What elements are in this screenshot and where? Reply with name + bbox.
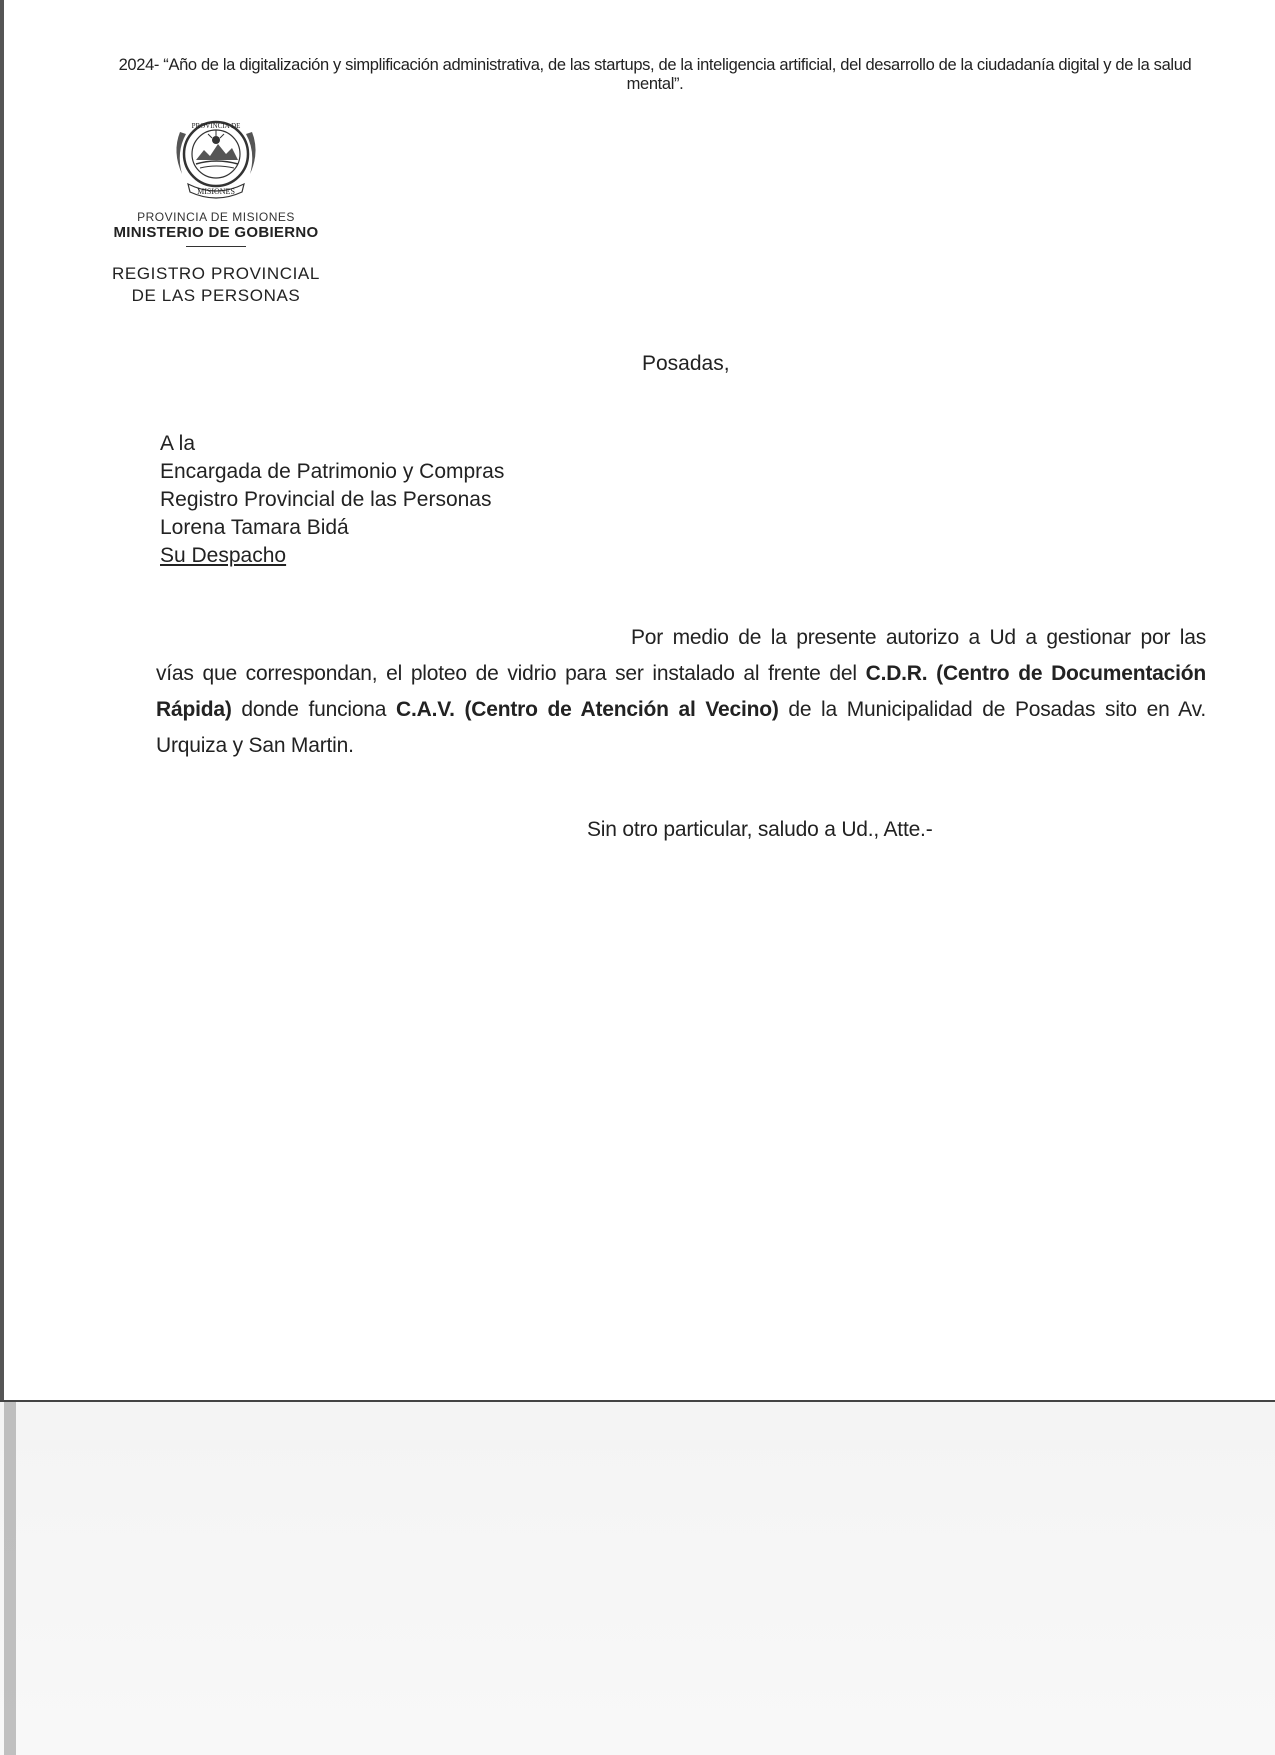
registry-line-2: DE LAS PERSONAS: [131, 286, 301, 305]
letterhead: [96, 112, 336, 307]
lower-sheet: [0, 1402, 1275, 1755]
header-motto: 2024- “Año de la digitalización y simplificación administrativa, de las startups, de la inteligencia artificial, del desarrollo de la ciudadanía digital y de la salud mental”.: [118, 56, 1192, 93]
letterhead-divider: [186, 246, 246, 247]
crest-top-text: PROVINCIA DE: [191, 122, 241, 130]
page-fold-line: [0, 1400, 1275, 1402]
recipient-line-3: Registro Provincial de las Personas: [160, 488, 492, 511]
body-text-3: de la Municipalidad de Posadas sito en Av. Urquiza y San Martin.: [156, 698, 1206, 757]
recipient-line-2: Encargada de Patrimonio y Compras: [160, 460, 505, 483]
place-date: Posadas,: [642, 352, 730, 375]
lower-sheet-edge: [4, 1402, 16, 1755]
body-bold-cdr: C.D.R. (Centro de Documentación Rápida): [156, 662, 1206, 721]
letterhead-province: PROVINCIA DE MISIONES: [137, 210, 295, 224]
crest-bottom-text: MISIONES: [197, 187, 235, 196]
letterhead-registry: [96, 263, 336, 307]
closing-line: Sin otro particular, saludo a Ud., Atte.-: [587, 818, 933, 841]
body-text-2: donde funciona: [231, 698, 397, 721]
body-text-1: Por medio de la presente autorizo a Ud a gestionar por las vías que correspondan, el ploteo de vidrio para ser instalado al frente del: [156, 626, 1206, 685]
recipient-block: [160, 430, 504, 570]
letterhead-ministry: MINISTERIO DE GOBIERNO: [113, 224, 319, 241]
registry-line-1: REGISTRO PROVINCIAL: [112, 264, 320, 283]
body-paragraph: [156, 620, 1206, 764]
recipient-line-1: A la: [160, 432, 196, 455]
body-bold-cav: C.A.V. (Centro de Atención al Vecino): [396, 698, 779, 721]
recipient-line-4: Lorena Tamara Bidá: [160, 516, 349, 539]
recipient-line-5: Su Despacho: [160, 544, 287, 567]
provincial-crest-icon: [166, 112, 266, 204]
